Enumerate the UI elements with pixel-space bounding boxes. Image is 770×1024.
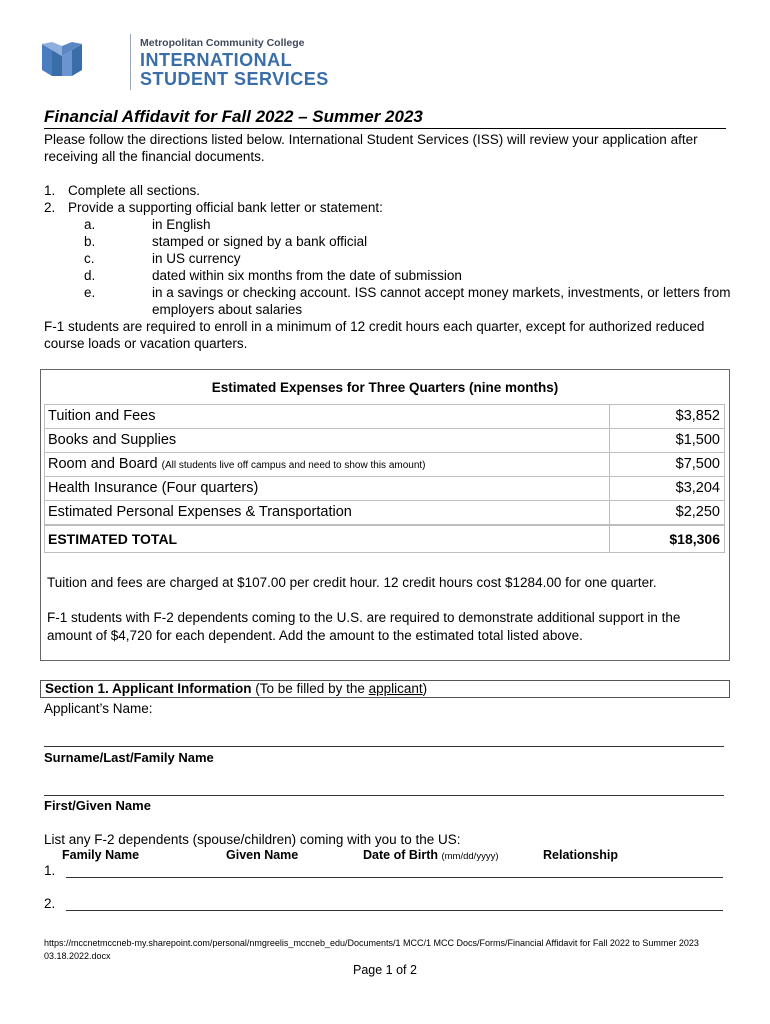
col-family-name: Family Name [62, 848, 140, 862]
sub-list-item: e. in a savings or checking account. ISS cannot accept money markets, investments, or letters from employers about salaries [84, 285, 731, 317]
list-item: 1. Complete all sections. [44, 183, 201, 198]
firstname-field[interactable] [44, 795, 724, 796]
f1-requirement: F-1 students are required to enroll in a minimum of 12 credit hours each quarter, except for authorized reduced course loads or vacation quarters. [44, 319, 705, 351]
page-title: Financial Affidavit for Fall 2022 – Summer 2023 [44, 107, 726, 129]
dependent-row-2-field[interactable] [66, 910, 723, 911]
logo-line-international: INTERNATIONAL [140, 50, 293, 70]
logo-divider [130, 34, 131, 90]
sub-list-item: a. in English [84, 217, 211, 232]
sub-list-item: b. stamped or signed by a bank official [84, 234, 368, 249]
section1-heading: Section 1. Applicant Information (To be filled by the applicant) [40, 680, 730, 698]
col-date-of-birth: Date of Birth (mm/dd/yyyy) [363, 848, 499, 862]
list-item: 2. Provide a supporting official bank letter or statement: [44, 200, 383, 215]
applicant-name-label: Applicant’s Name: [44, 701, 153, 716]
tuition-note: Tuition and fees are charged at $107.00 per credit hour. 12 credit hours cost $1284.00 for one quarter. [47, 575, 657, 590]
footer-file-path: https://mccnetmccneb-my.sharepoint.com/personal/nmgreelis_mccneb_edu/Documents/1 MCC/1 MCC Docs/Forms/Financial Affidavit for Fall 2022 to Summer 2023 03.18.2022.docx [44, 938, 699, 961]
mcc-logo [40, 34, 329, 94]
intro-paragraph: Please follow the directions listed below. International Student Services (ISS) will review your application after receiving all the financial documents. [44, 132, 698, 164]
surname-field[interactable] [44, 746, 724, 747]
dependent-row-1-num: 1. [44, 863, 56, 878]
col-given-name: Given Name [226, 848, 299, 862]
dependent-note: F-1 students with F-2 dependents coming to the U.S. are required to demonstrate additional support in the amount of $4,720 for each dependent. Add the amount to the estimated total listed above. [47, 610, 681, 643]
college-name: Metropolitan Community College [140, 37, 305, 49]
dependent-row-1-field[interactable] [66, 877, 723, 878]
table-row: Health Insurance (Four quarters) $3,204 [44, 476, 725, 500]
table-row: Tuition and Fees $3,852 [44, 404, 725, 428]
mcc-logo-icon [42, 42, 82, 78]
dependent-row-2-num: 2. [44, 896, 56, 911]
dependents-prompt: List any F-2 dependents (spouse/children) coming with you to the US: [44, 832, 461, 847]
table-row: Estimated Personal Expenses & Transportation $2,250 [44, 500, 725, 525]
table-row: Room and Board (All students live off campus and need to show this amount) $7,500 [44, 452, 725, 476]
total-row: ESTIMATED TOTAL $18,306 [44, 525, 725, 553]
page-number: Page 1 of 2 [353, 963, 417, 977]
table-row: Books and Supplies $1,500 [44, 428, 725, 452]
applicant-link[interactable]: applicant [368, 681, 423, 696]
firstname-label: First/Given Name [44, 798, 151, 813]
expenses-box [40, 369, 730, 661]
expenses-total-table [44, 525, 725, 553]
sub-list-item: c. in US currency [84, 251, 241, 266]
expenses-title: Estimated Expenses for Three Quarters (nine months) [211, 380, 559, 395]
directions-list [44, 182, 734, 318]
sub-list-item: d. dated within six months from the date of submission [84, 268, 462, 283]
surname-label: Surname/Last/Family Name [44, 750, 214, 765]
logo-line-student-services: STUDENT SERVICES [140, 69, 329, 89]
expenses-table [44, 404, 725, 525]
col-relationship: Relationship [543, 848, 619, 862]
